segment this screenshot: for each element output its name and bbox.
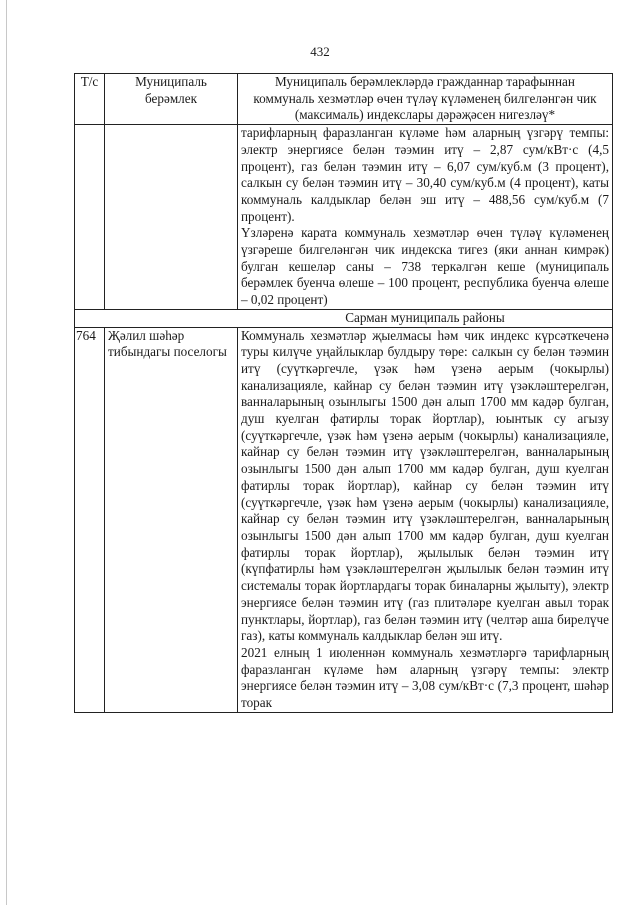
header-number: Т/с	[75, 74, 105, 125]
row-description-cell	[238, 327, 613, 712]
header-description: Муниципаль берәмлекләрдә гражданнар тарафыннан коммуналь хезмәтләр өчен түләү күләменең билгеләнгән чик (максималь) индекслары дәрәҗәсен нигезләү*	[238, 74, 613, 125]
row-municipality: Җәлил шәһәр тибындагы поселогы	[105, 327, 238, 712]
continuation-paragraph: Үзләренә карата коммуналь хезмәтләр өчен түләү күләменең үзгәреше билгеләнгән чик индекска тигез (яки аннан кимрәк) булган кешеләр саны – 738 теркәлгән кеше (муниципаль берәмлек буенча өлеше – 100 процент, республика буенча өлеше – 0,02 процент)	[241, 225, 609, 308]
continuation-text-cell	[238, 125, 613, 310]
row-number: 764	[75, 327, 105, 712]
continuation-paragraph: тарифларның фаразланган күләме һәм аларның үзгәрү темпы: электр энергиясе белән тәэмин итү – 2,87 сум/кВт·с (4,5 процент), газ белән тәэмин итү – 6,07 сум/куб.м (3 процент), салкын су белән тәэмин итү – 30,40 сум/куб.м (4 процент), каты коммуналь калдыклар белән эш итү – 488,56 сум/куб.м (7 процент).	[241, 125, 609, 224]
district-heading: Сарман муниципаль районы	[75, 309, 613, 327]
table-header-row	[75, 74, 613, 125]
scan-edge-line	[6, 0, 7, 905]
table-row	[75, 327, 613, 712]
continuation-municipality-cell	[105, 125, 238, 310]
row-paragraph: Коммуналь хезмәтләр җыелмасы һәм чик индекс күрсәткеченә туры килүче уңайлыклар булдыру төре: салкын су белән тәэмин итү (суүткәргечле, үзәк һәм үзенә аерым (чокырлы) канализацияле, кайнар су белән тәэмин итү үзәкләштерелгән, ванналарының озынлыгы 1500 дән алып 1700 мм кадәр булган, душ куелган фатирлы торак йортлар), юынтык су агызу (суүткәргечле, үзәк һәм үзенә аерым (чокырлы) канализацияле, кайнар су белән тәэмин итү үзәкләштерелгән, ванналарының озынлыгы 1500 дән алып 1700 мм кадәр булган, душ куелган фатирлы торак йортлар), кайнар су белән тәэмин итү (суүткәргечле, үзәк һәм үзенә аерым (чокырлы) канализацияле, кайнар су белән тәэмин итү үзәкләштерелгән, ванналарының озынлыгы 1500 дән алып 1700 мм кадәр булган, душ куелган фатирлы торак йортлар), җылылык белән тәэмин итү (күпфатирлы һәм үзәкләштерелгән җылылык белән тәэмин итү системалы торак йортлардагы торак биналарны җылыту), электр энергиясе белән тәэмин итү (газ плитәләре куелган авыл торак пунктлары, йортлар), газ белән тәэмин итү (челтәр аша бирелүче газ), каты коммуналь калдыклар белән эш итү.	[241, 327, 609, 644]
district-row	[75, 309, 613, 327]
indices-table	[74, 73, 613, 713]
continuation-number-cell	[75, 125, 105, 310]
row-paragraph: 2021 елның 1 июленнән коммуналь хезмәтләргә тарифларның фаразланган күләме һәм аларның үзгәрү темпы: электр энергиясе белән тәэмин итү – 3,08 сум/кВт·с (7,3 процент, шәһәр торак	[241, 644, 609, 711]
header-municipality: Муниципаль берәмлек	[105, 74, 238, 125]
continuation-row	[75, 125, 613, 310]
page-number: 432	[310, 44, 330, 59]
